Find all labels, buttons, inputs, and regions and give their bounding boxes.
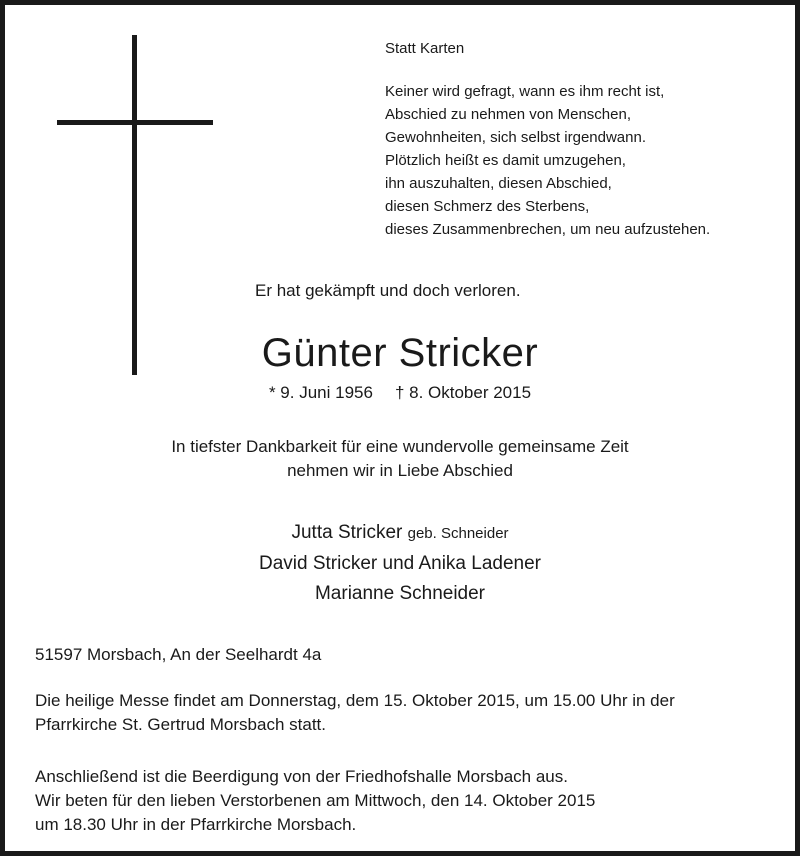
- thanks-text: [5, 435, 795, 483]
- life-dates: [5, 383, 795, 403]
- burial-line: um 18.30 Uhr in der Pfarrkirche Morsbach.: [35, 815, 357, 834]
- poem: [385, 37, 710, 241]
- poem-line: Keiner wird gefragt, wann es ihm recht ist,: [385, 83, 665, 100]
- burial-line: Anschließend ist die Beerdigung von der Friedhofshalle Morsbach aus.: [35, 767, 568, 786]
- mourner: [5, 518, 795, 549]
- motto: Er hat gekämpft und doch verloren.: [255, 281, 521, 300]
- poem-line: Plötzlich heißt es damit umzugehen,: [385, 152, 626, 169]
- poem-line: dieses Zusammenbrechen, um neu aufzustehen.: [385, 221, 711, 238]
- mourner-name: Jutta Stricker: [291, 522, 403, 543]
- cross-vertical-bar: [132, 35, 137, 375]
- poem-line: ihn auszuhalten, diesen Abschied,: [385, 175, 612, 192]
- poem-line: Abschied zu nehmen von Menschen,: [385, 106, 631, 123]
- mourner: Marianne Schneider: [314, 583, 486, 604]
- mass-info: [35, 689, 675, 737]
- mass-line: Die heilige Messe findet am Donnerstag, dem 15. Oktober 2015, um 15.00 Uhr in der: [35, 691, 675, 710]
- thanks-line: nehmen wir in Liebe Abschied: [287, 461, 513, 480]
- birth-date: * 9. Juni 1956: [268, 383, 373, 402]
- deceased-name: Günter Stricker: [261, 331, 539, 375]
- burial-info: [35, 765, 595, 837]
- mass-line: Pfarrkirche St. Gertrud Morsbach statt.: [35, 715, 326, 734]
- address: 51597 Morsbach, An der Seelhardt 4a: [35, 645, 322, 664]
- poem-line: diesen Schmerz des Sterbens,: [385, 198, 590, 215]
- cross-horizontal-bar: [57, 120, 213, 125]
- poem-intro: Statt Karten: [385, 40, 465, 57]
- mourners-list: [5, 518, 795, 609]
- burial-line: Wir beten für den lieben Verstorbenen am Mittwoch, den 14. Oktober 2015: [35, 791, 596, 810]
- mourner-maiden-name: geb. Schneider: [407, 525, 509, 542]
- poem-line: Gewohnheiten, sich selbst irgendwann.: [385, 129, 646, 146]
- mourner: David Stricker und Anika Ladener: [259, 553, 541, 574]
- death-date: † 8. Oktober 2015: [394, 383, 532, 402]
- thanks-line: In tiefster Dankbarkeit für eine wundervolle gemeinsame Zeit: [171, 437, 629, 456]
